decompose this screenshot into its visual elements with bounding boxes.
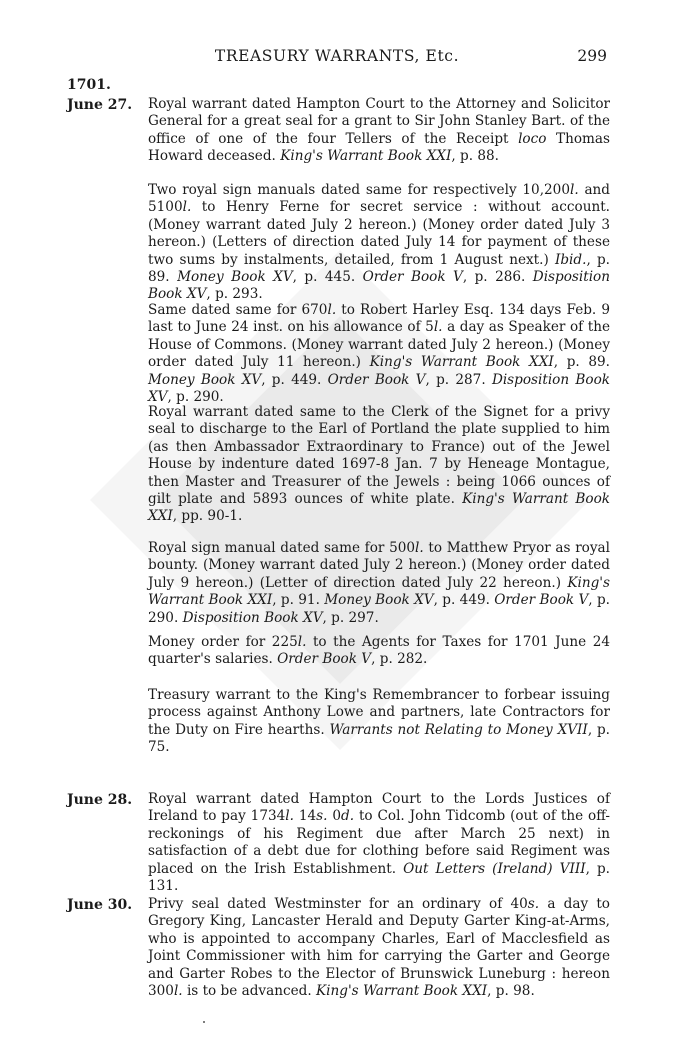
citation-text: King's Warrant Book XXI xyxy=(148,574,610,609)
entry-text: , p. 88. xyxy=(451,148,499,165)
citation-text: Disposition Book XV xyxy=(148,371,610,406)
citation-text: King's Warrant Book XXI xyxy=(369,354,554,371)
citation-text: Order Book V xyxy=(277,651,372,668)
entry-text: , p. 282. xyxy=(371,651,428,668)
entry-text: , p. 449. xyxy=(433,592,495,609)
entry-text: , p. 287. xyxy=(425,371,492,388)
citation-text: l. xyxy=(285,808,294,825)
entry-text: Treasury warrant to the King's Remembrancer to forbear issuing process against Anthony Lowe and partners, late Contractors for the Duty on Fire hearths. xyxy=(148,687,610,738)
citation-text: King's Warrant Book XXI xyxy=(280,148,452,165)
citation-text: Out Letters (Ireland) VIII xyxy=(403,860,586,877)
citation-text: Warrants not Relating to Money XVII xyxy=(329,721,588,738)
running-title: TREASURY WARRANTS, Etc. xyxy=(214,47,460,65)
entry-text: Royal warrant dated Hampton Court to the Attorney and Solicitor General for a great seal for a grant to Sir John Stanley Bart. of the office of one of the four Tellers of the Receipt xyxy=(148,96,610,147)
citation-text: l. xyxy=(415,540,424,556)
entry-text: to Col. John Tidcomb (out of the off-reckonings of his Regiment due after March 25 next) in satisfaction of a debt due for clothing before said Regiment was placed on the Irish Establishment. xyxy=(148,808,610,877)
entry-paragraph xyxy=(148,302,610,406)
page-header xyxy=(0,47,674,71)
entry-text: , p. 449. xyxy=(261,371,328,388)
year-label: 1701. xyxy=(67,77,111,93)
entry-text: , pp. 90-1. xyxy=(172,508,243,525)
entry-paragraph xyxy=(148,896,610,1000)
citation-text: s. xyxy=(316,808,328,825)
citation-text: King's Warrant Book XXI xyxy=(148,491,610,525)
entry-text: , p. 290. xyxy=(167,389,224,406)
citation-text: King's Warrant Book XXI xyxy=(315,983,488,1000)
citation-text: Ibid. xyxy=(554,251,587,268)
citation-text: d. xyxy=(341,808,355,825)
entry-text: , p. 89. xyxy=(553,354,611,371)
citation-text: Order Book V xyxy=(494,592,589,609)
entry-text: to Robert Harley Esq. 134 days Feb. 9 last to June 24 inst. on his allowance of 5 xyxy=(148,302,611,336)
stray-mark xyxy=(203,1021,205,1023)
entry-paragraph xyxy=(148,96,610,166)
entry-text: 14 xyxy=(293,808,317,825)
entry-text: Privy seal dated Westminster for an ordinary of 40 xyxy=(148,896,528,912)
entry-text: to Matthew Pryor as royal bounty. (Money warrant dated July 2 hereon.) (Money order dated July 9 hereon.) (Letter of direction dated July 22 hereon.) xyxy=(148,540,611,591)
entry-date: June 30. xyxy=(67,897,133,913)
entry-text: is to be advanced. xyxy=(182,983,316,1000)
entry-text: to the Agents for Taxes for 1701 June 24 quarter's salaries. xyxy=(148,634,610,668)
entry-text: , p. 98. xyxy=(487,983,535,1000)
citation-text: l. xyxy=(569,182,579,198)
entry-paragraph xyxy=(148,404,610,526)
entry-text: , p. 445. xyxy=(292,269,363,286)
entry-text: Royal sign manual dated same for 500 xyxy=(148,540,416,556)
entry-text: Same dated same for 670 xyxy=(148,302,328,318)
citation-text: loco xyxy=(518,130,547,147)
entry-paragraph xyxy=(148,687,610,757)
entry-text: , p. 286. xyxy=(462,269,533,286)
citation-text: l. xyxy=(182,199,192,216)
citation-text: Order Book V xyxy=(327,371,426,388)
citation-text: l. xyxy=(327,302,337,318)
citation-text: l. xyxy=(297,634,307,650)
entry-text: Royal warrant dated same to the Clerk of the Signet for a privy seal to discharge to the Earl of Portland the plate supplied to him (as then Ambassador Extraordinary to France) out of the Jewel House by indenture dated 1697-8 Jan. 7 by Heneage Montague, then Master and Treasurer of the Jewels : being 1066 ounces of gilt plate and 5893 ounces of white plate. xyxy=(148,404,610,508)
citation-text: Money Book XV xyxy=(148,371,262,388)
citation-text: s. xyxy=(527,896,540,912)
entry-text: , p. 290. xyxy=(148,592,610,626)
entry-text: to Henry Ferne for secret service : without account. (Money warrant dated July 2 hereon.) (Money order dated July 3 hereon.) (Letters of direction dated July 14 for payment of these two sums by instalments, detailed, from 1 August next.) xyxy=(148,199,610,268)
entry-text: a day as Speaker of the House of Commons. (Money warrant dated July 2 hereon.) (Money order dated July 11 hereon.) xyxy=(148,319,610,371)
entry-text: , p. 89. xyxy=(148,251,610,286)
entry-date: June 27. xyxy=(67,97,133,113)
entry-text: , p. 293. xyxy=(206,286,263,303)
entry-text: and 5100 xyxy=(148,182,611,216)
entry-text: Two royal sign manuals dated same for respectively 10,200 xyxy=(148,182,570,198)
citation-text: Order Book V xyxy=(362,269,463,286)
entry-text: Money order for 225 xyxy=(148,634,298,650)
citation-text: Disposition Book XV xyxy=(148,269,610,303)
entry-text: a day to Gregory King, Lancaster Herald and Deputy Garter King-at-Arms, who is appointed to accompany Charles, Earl of Macclesfield as Joint Commissioner with him for carrying the Garter and George and Garter Robes to the Elector of Brunswick Luneburg : hereon 300 xyxy=(148,896,610,1000)
citation-text: l. xyxy=(173,983,183,1000)
citation-text: Money Book XV xyxy=(324,592,434,609)
entry-text: 0 xyxy=(327,808,342,825)
entry-paragraph xyxy=(148,182,610,304)
entry-text: Royal warrant dated Hampton Court to the Lords Justices of Ireland to pay 1734 xyxy=(148,791,610,825)
page-number: 299 xyxy=(577,47,607,65)
entry-paragraph xyxy=(148,540,610,627)
entry-text: , p. 75. xyxy=(148,721,611,756)
entry-paragraph xyxy=(148,791,610,895)
entry-date: June 28. xyxy=(67,792,133,808)
citation-text: l. xyxy=(433,319,443,336)
citation-text: Money Book XV xyxy=(177,269,293,286)
entry-text: , p. 131. xyxy=(148,860,610,895)
entry-text: , p. 297. xyxy=(322,609,379,626)
citation-text: Disposition Book XV xyxy=(182,609,323,626)
entry-text: Thomas Howard deceased. xyxy=(148,130,610,165)
entry-paragraph xyxy=(148,634,610,669)
entry-text: , p. 91. xyxy=(272,592,325,609)
